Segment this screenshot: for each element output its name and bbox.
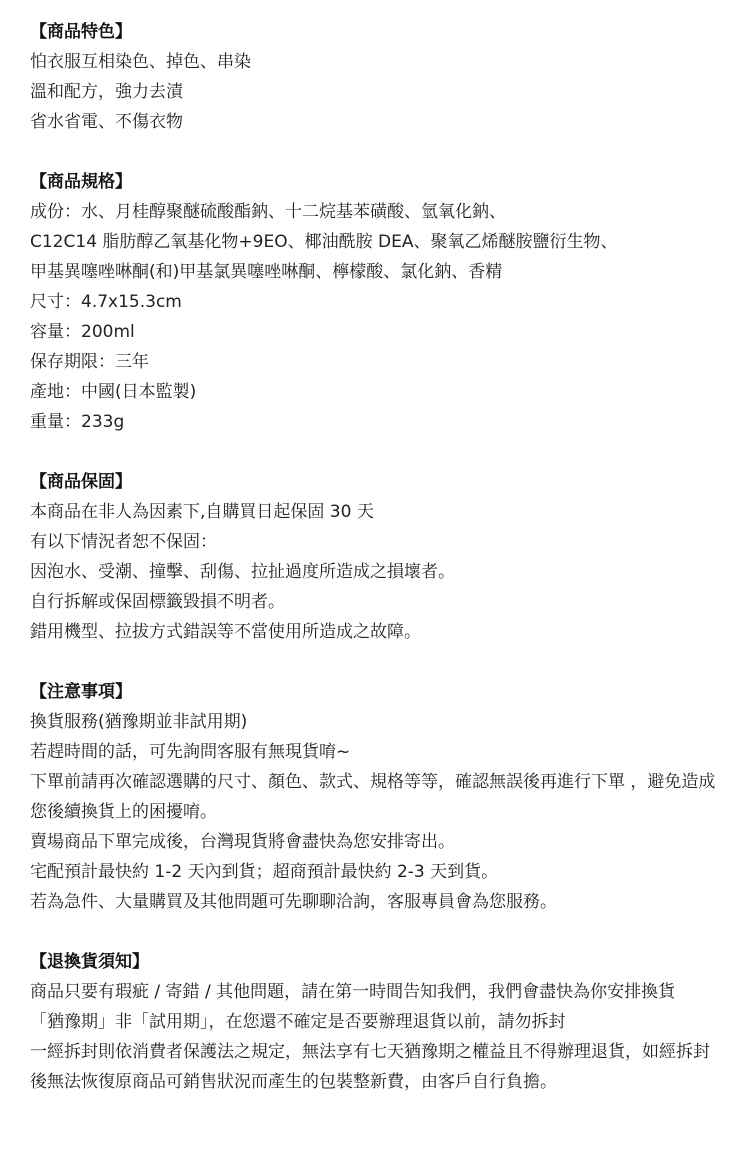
text-line: 賣場商品下單完成後，台灣現貨將會盡快為您安排寄出。 <box>30 832 455 852</box>
text-line: C12C14 脂肪醇乙氧基化物+9EO、椰油酰胺 DEA、聚氧乙烯醚胺鹽衍生物、 <box>30 232 618 252</box>
text-line: 怕衣服互相染色、掉色、串染 <box>30 52 251 72</box>
text-line: 自行拆解或保固標籤毀損不明者。 <box>30 592 285 612</box>
text-line: 保存期限：三年 <box>30 352 149 372</box>
section-product-features <box>30 17 720 137</box>
text-line: 一經拆封則依消費者保護法之規定，無法享有七天猶豫期之權益且不得辦理退貨，如經拆封後無法恢復原商品可銷售狀況而產生的包裝整新費，由客戶自行負擔。 <box>30 1042 710 1092</box>
text-line: 有以下情況者恕不保固： <box>30 532 217 552</box>
text-line: 因泡水、受潮、撞擊、刮傷、拉扯過度所造成之損壞者。 <box>30 562 455 582</box>
text-line: 若趕時間的話，可先詢問客服有無現貨唷~ <box>30 742 351 762</box>
section-return-policy <box>30 947 720 1097</box>
text-line: 若為急件、大量購買及其他問題可先聊聊洽詢，客服專員會為您服務。 <box>30 892 557 912</box>
section-warranty <box>30 467 720 647</box>
section-heading: 【退換貨須知】 <box>30 952 149 972</box>
section-heading: 【商品規格】 <box>30 172 132 192</box>
section-notes <box>30 677 720 917</box>
text-line: 省水省電、不傷衣物 <box>30 112 183 132</box>
text-line: 錯用機型、拉拔方式錯誤等不當使用所造成之故障。 <box>30 622 421 642</box>
text-line: 宅配預計最快約 1-2 天內到貨；超商預計最快約 2-3 天到貨。 <box>30 862 499 882</box>
text-line: 換貨服務(猶豫期並非試用期) <box>30 712 248 732</box>
text-line: 甲基異噻唑啉酮(和)甲基氯異噻唑啉酮、檸檬酸、氯化鈉、香精 <box>30 262 503 282</box>
text-line: 成份：水、月桂醇聚醚硫酸酯鈉、十二烷基苯磺酸、氫氧化鈉、 <box>30 202 506 222</box>
text-line: 尺寸：4.7x15.3cm <box>30 292 182 312</box>
section-heading: 【商品特色】 <box>30 22 132 42</box>
text-line: 下單前請再次確認選購的尺寸、顏色、款式、規格等等，確認無誤後再進行下單 ，避免造成您後續換貨上的困擾唷。 <box>30 772 716 822</box>
text-line: 商品只要有瑕疵 / 寄錯 / 其他問題，請在第一時間告知我們，我們會盡快為你安排換貨 <box>30 982 676 1002</box>
section-heading: 【商品保固】 <box>30 472 132 492</box>
section-heading: 【注意事項】 <box>30 682 132 702</box>
text-line: 「猶豫期」非「試用期」，在您還不確定是否要辦理退貨以前，請勿拆封 <box>30 1012 566 1032</box>
text-line: 容量：200ml <box>30 322 135 342</box>
text-line: 產地：中國(日本監製) <box>30 382 197 402</box>
text-line: 本商品在非人為因素下,自購買日起保固 30 天 <box>30 502 374 522</box>
text-line: 溫和配方，強力去漬 <box>30 82 183 102</box>
text-line: 重量：233g <box>30 412 125 432</box>
section-product-specs <box>30 167 720 437</box>
